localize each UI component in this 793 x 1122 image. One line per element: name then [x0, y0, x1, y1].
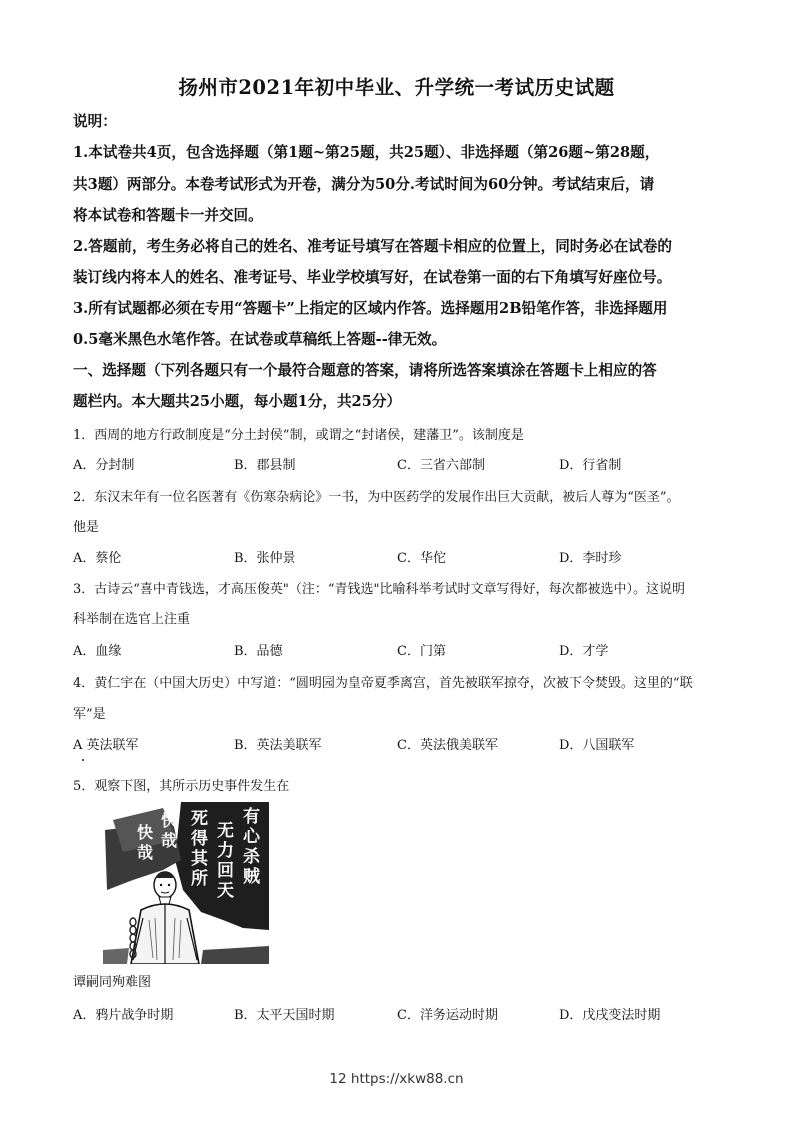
- svg-text:快: 快: [137, 823, 154, 842]
- page-footer: 12 https://xkw88.cn: [329, 1071, 464, 1087]
- question-4-option-b: B．英法美联军: [234, 738, 322, 753]
- question-2-option-a: A．蔡伦: [73, 551, 122, 566]
- svg-text:哉: 哉: [161, 831, 178, 850]
- question-3-option-d: D．才学: [559, 644, 609, 659]
- question-4-stem: 军”是: [73, 707, 106, 722]
- question-1-stem: 1．西周的地方行政制度是“分土封侯”制，或谓之“封诸侯，建藩卫”。该制度是: [73, 428, 524, 443]
- svg-text:天: 天: [217, 881, 234, 901]
- question-2-option-c: C．华佗: [397, 551, 446, 566]
- instructions-heading: 说明：: [73, 113, 117, 130]
- instruction-line: 装订线内将本人的姓名、准考证号、毕业学校填写好，在试卷第一面的右下角填写好座位号。: [73, 269, 672, 286]
- instruction-line: 1.本试卷共4页，包含选择题（第1题~第25题，共25题）、非选择题（第26题~第28题，: [73, 144, 660, 161]
- question-2-option-b: B．张仲景: [234, 551, 296, 566]
- question-2-option-d: D．李时珍: [559, 551, 622, 566]
- instruction-line: 共3题）两部分。本卷考试形式为开卷，满分为50分.考试时间为60分钟。考试结束后，请: [73, 176, 655, 193]
- question-3-option-b: B．品德: [234, 644, 283, 659]
- question-3-stem: 科举制在选官上注重: [73, 612, 191, 627]
- question-5-option-b: B．太平天国时期: [234, 1008, 335, 1023]
- question-5-option-a: A．鸦片战争时期: [73, 1008, 174, 1023]
- instruction-line: 2.答题前，考生务必将自己的姓名、准考证号填写在答题卡相应的位置上，同时务必在试卷的: [73, 238, 672, 255]
- question-1-option-d: D．行省制: [559, 458, 622, 473]
- question-1-option-a: A．分封制: [73, 458, 135, 473]
- svg-text:心: 心: [243, 827, 260, 847]
- question-4-stem: 4．黄仁宇在（中国大历史）中写道：“圆明园为皇帝夏季离宫，首先被联军掠夺，次被下令焚毁。这里的“联: [73, 676, 693, 691]
- instruction-line: 0.5毫米黑色水笔作答。在试卷或草稿纸上答题--律无效。: [73, 331, 447, 348]
- instruction-line: 将本试卷和答题卡一并交回。: [73, 207, 263, 224]
- svg-text:力: 力: [217, 841, 234, 861]
- question-5-stem: 5．观察下图，其所示历史事件发生在: [73, 779, 290, 794]
- page-title: 扬州市2021年初中毕业、升学统一考试历史试题: [178, 76, 615, 99]
- svg-text:杀: 杀: [243, 847, 260, 867]
- question-4-option-c: C．英法俄美联军: [397, 738, 498, 753]
- figure-caption: 谭嗣同殉难图: [73, 975, 152, 990]
- question-5-option-c: C．洋务运动时期: [397, 1008, 498, 1023]
- svg-text:其: 其: [191, 849, 208, 869]
- question-2-stem: 他是: [73, 520, 100, 535]
- svg-text:得: 得: [191, 829, 208, 849]
- svg-text:回: 回: [217, 861, 234, 881]
- svg-text:死: 死: [191, 809, 208, 829]
- svg-text:哉: 哉: [137, 843, 154, 862]
- section-heading: 题栏内。本大题共25小题，每小题1分，共25分）: [73, 393, 402, 410]
- question-1-option-b: B．郡县制: [234, 458, 296, 473]
- question-3-option-a: A．血缘: [73, 644, 122, 659]
- tan-sitong-illustration: [103, 800, 269, 964]
- question-3-option-c: C．门第: [397, 644, 446, 659]
- svg-text:有: 有: [243, 807, 260, 827]
- svg-text:快: 快: [161, 811, 178, 830]
- svg-text:贼: 贼: [243, 867, 260, 887]
- section-heading: 一、选择题（下列各题只有一个最符合题意的答案，请将所选答案填涂在答题卡上相应的答: [73, 362, 657, 379]
- svg-text:所: 所: [191, 869, 208, 889]
- stray-mark: [82, 759, 84, 761]
- question-3-stem: 3．古诗云“喜中青钱选，才高压俊英"（注：“青钱选"比喻科举考试时文章写得好，每次都被选中）。这说明: [73, 582, 686, 597]
- question-5-option-d: D．戊戌变法时期: [559, 1008, 661, 1023]
- question-2-stem: 2．东汉末年有一位名医著有《伤寒杂病论》一书，为中医药学的发展作出巨大贡献，被后人尊为“医圣”。: [73, 490, 680, 505]
- question-4-option-d: D．八国联军: [559, 738, 635, 753]
- svg-text:无: 无: [217, 821, 234, 841]
- question-1-option-c: C．三省六部制: [397, 458, 485, 473]
- instruction-line: 3.所有试题都必须在专用“答题卡”上指定的区域内作答。选择题用2B铅笔作答，非选择题用: [73, 300, 668, 317]
- question-4-option-a: A 英法联军: [73, 738, 139, 753]
